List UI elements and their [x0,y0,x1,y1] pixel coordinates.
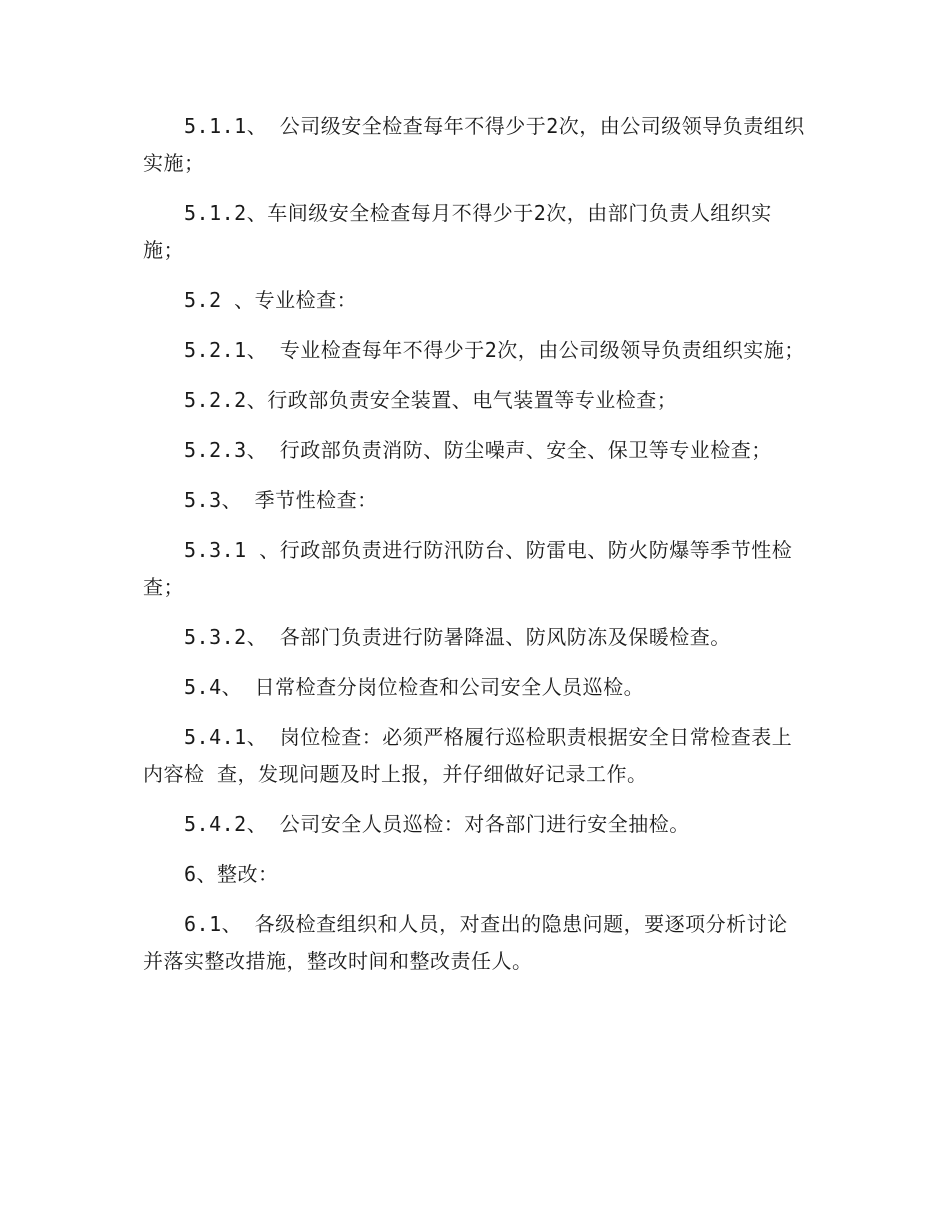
paragraph-5-4: 5.4、 日常检查分岗位检查和公司安全人员巡检。 [184,675,645,699]
paragraph-5-2: 5.2 、专业检查： [184,288,358,312]
paragraph-5-1-2: 5.1.2、车间级安全检查每月不得少于2次，由部门负责人组织实施； [143,201,772,262]
document-body [143,108,808,993]
paragraph-5-4-2: 5.4.2、 公司安全人员巡检：对各部门进行安全抽检。 [184,812,690,836]
paragraph-5-3: 5.3、 季节性检查： [184,488,378,512]
paragraph-5-3-1: 5.3.1 、行政部负责进行防汛防台、防雷电、防火防爆等季节性检查； [143,538,793,599]
paragraph-6: 6、整改： [184,862,279,886]
paragraph-6-1: 6.1、 各级检查组织和人员，对查出的隐患问题，要逐项分析讨论并落实整改措施，整改时间和整改责任人。 [143,912,788,973]
paragraph-5-2-2: 5.2.2、行政部负责安全装置、电气装置等专业检查； [184,388,678,412]
paragraph-5-2-1: 5.2.1、 专业检查每年不得少于2次，由公司级领导负责组织实施； [184,338,805,362]
paragraph-5-2-3: 5.2.3、 行政部负责消防、防尘噪声、安全、保卫等专业检查； [184,438,772,462]
paragraph-5-1-1: 5.1.1、 公司级安全检查每年不得少于2次，由公司级领导负责组织实施； [143,114,805,175]
paragraph-5-3-2: 5.3.2、 各部门负责进行防暑降温、防风防冻及保暖检查。 [184,625,731,649]
paragraph-5-4-1: 5.4.1、 岗位检查：必须严格履行巡检职责根据安全日常检查表上内容检 查，发现问题及时上报，并仔细做好记录工作。 [143,725,793,786]
